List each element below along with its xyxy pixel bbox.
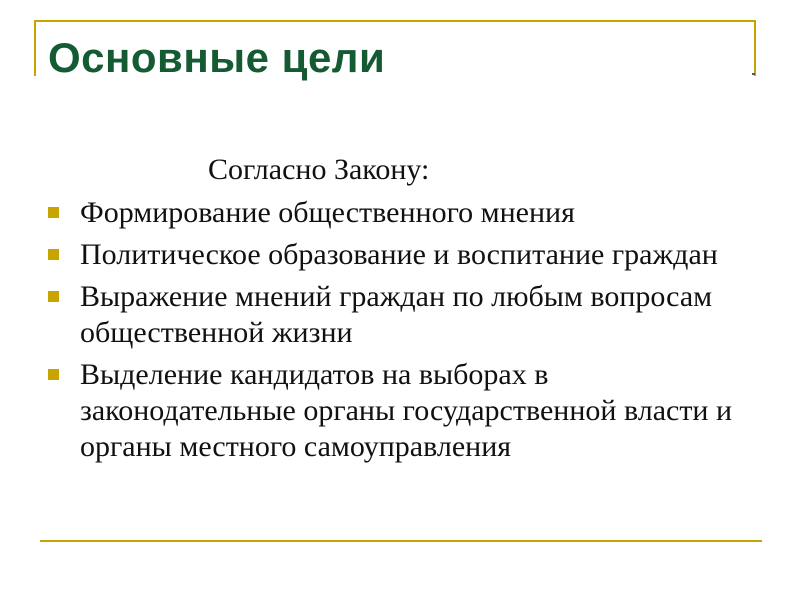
bullet-item [44,357,744,465]
bullet-text: Выражение мнений граждан по любым вопросам общественной жизни [80,280,713,349]
slide-subtitle: Согласно Закону: [208,153,430,186]
left-frame-tick [34,20,36,76]
right-frame-tick [754,20,756,76]
top-frame-line [34,20,756,22]
square-bullet-icon [48,249,59,260]
bullet-item [44,237,744,273]
bullet-item [44,195,744,231]
square-bullet-icon [48,291,59,302]
bullet-item [44,279,744,351]
square-bullet-icon [48,207,59,218]
bottom-frame-line [40,540,762,542]
bullet-text: Выделение кандидатов на выборах в законодательные органы государственной власти и органы местного самоуправления [80,358,733,463]
slide-title: Основные цели [48,34,386,81]
frame-dot [752,73,755,75]
square-bullet-icon [48,369,59,380]
bullet-text: Политическое образование и воспитание граждан [80,238,718,271]
bullet-text: Формирование общественного мнения [80,196,575,229]
bullet-list [44,195,744,471]
